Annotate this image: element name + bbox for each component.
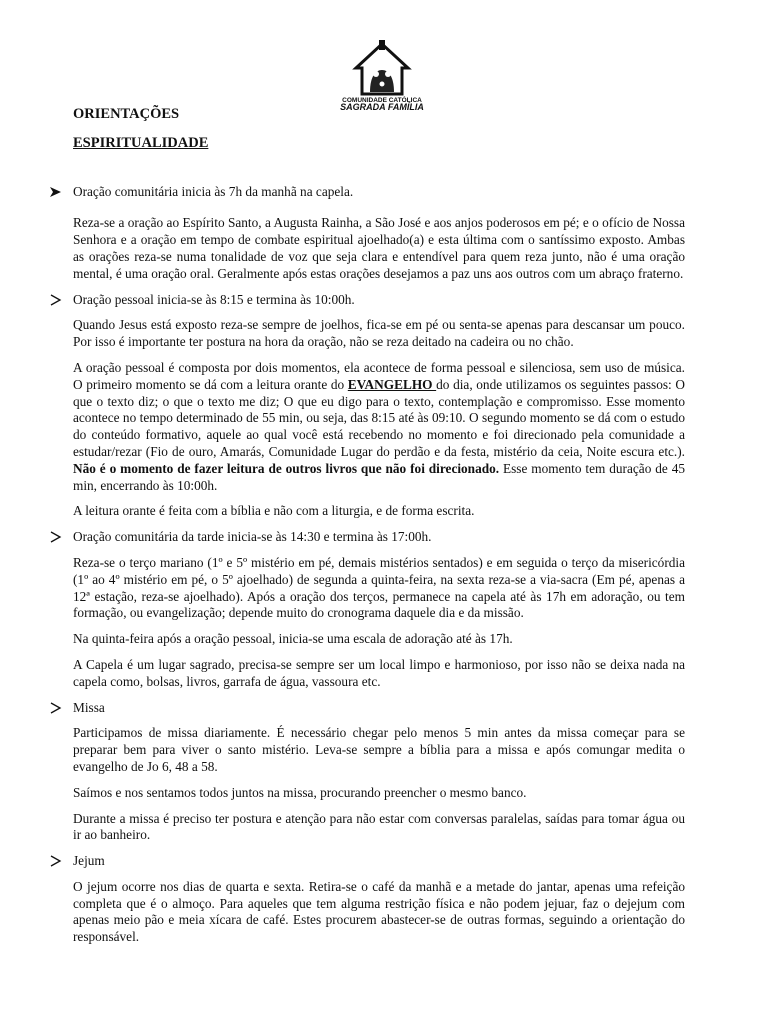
- list-item: [73, 853, 685, 870]
- arrowhead-bullet-icon: [49, 529, 63, 545]
- paragraph: Durante a missa é preciso ter postura e atenção para não estar com conversas paralelas, saídas para tomar água ou ir ao banheiro.: [73, 810, 685, 843]
- list-item: [73, 700, 685, 717]
- document-body: [73, 106, 685, 946]
- list-item: [73, 184, 685, 201]
- paragraph: [73, 360, 685, 494]
- paragraph: Reza-se a oração ao Espírito Santo, a Augusta Rainha, a São José e aos anjos poderosos em pé; e o ofício de Nossa Senhora e a oração em tempo de combate espiritual ajoelhado(a) e esta última com o santíssimo exposto. Ambas as orações reza-se numa tonalidade de voz que seja clara e entendível para quem reza junto, não é uma oração mental, é uma oração oral. Geralmente após estas orações desejamos a paz uns aos outros com um abraço fraterno.: [73, 215, 685, 281]
- paragraph: Quando Jesus está exposto reza-se sempre de joelhos, fica-se em pé ou senta-se apenas para descansar um pouco. Por isso é importante ter postura na hora da oração, não se reza deitado na cadeira ou no chão.: [73, 317, 685, 350]
- church-holy-family-icon: [356, 40, 408, 94]
- bullet-text: Oração pessoal inicia-se às 8:15 e termina às 10:00h.: [73, 291, 355, 307]
- paragraph: Saímos e nos sentamos todos juntos na missa, procurando preencher o mesmo banco.: [73, 784, 527, 800]
- section-title: ESPIRITUALIDADE: [73, 134, 209, 151]
- page-title: ORIENTAÇÕES: [73, 106, 180, 122]
- arrowhead-bullet-icon: [49, 292, 63, 308]
- logo-line2: SAGRADA FAMÍLIA: [340, 102, 424, 110]
- bold-warning: Não é o momento de fazer leitura de outros livros que não foi direcionado.: [73, 460, 500, 476]
- arrowhead-bullet-icon: [49, 853, 63, 869]
- paragraph-text: A oração pessoal é composta por dois momentos, ela acontece de forma pessoal e silenciosa, sem uso de música. O primeiro momento se dá com a leitura orante do: [73, 359, 685, 392]
- paragraph-text: do dia, onde utilizamos os seguintes passos: O que o texto diz; o que o texto me diz; O que eu digo para o texto, contemplação e compromisso. Esse momento acontece no tempo determinado de 55 min, ou seja, das 8:15 até às 09:10. O segundo momento se dá com o estudo do conteúdo formativo, aquele ao qual você está recebendo no momento e foi direcionado pela comunidade a estudar/rezar (Fio de ouro, Amarás, Comunidade Lugar do perdão e da festa, mistério da ceia, Noite escura etc.).: [73, 376, 685, 459]
- bullet-text: Oração comunitária inicia às 7h da manhã na capela.: [73, 183, 354, 199]
- paragraph: Participamos de missa diariamente. É necessário chegar pelo menos 5 min antes da missa começar para se preparar bem para viver o santo mistério. Leva-se sempre a bíblia para a missa e após comungar medita o evangelho de Jo 6, 48 a 58.: [73, 725, 685, 774]
- list-item: [73, 529, 685, 546]
- paragraph: Reza-se o terço mariano (1º e 5º mistério em pé, demais mistérios sentados) e em seguida o terço da misericórdia (1º ao 4º mistério em pé, o 5º ajoelhado) de segunda a quinta-feira, na sexta reza-se a via-sacra (Em pé, apenas a 12ª estação, reza-se ajoelhado). Após a oração dos terços, permanece na capela até às 17h em adoração, ou tem formação, ou evangelização; depende muito do cronograma daquele dia e da missão.: [73, 554, 685, 621]
- logo-line1: COMUNIDADE CATÓLICA: [342, 97, 422, 104]
- community-logo: [336, 40, 428, 110]
- bullet-text: Jejum: [73, 853, 105, 869]
- bullet-text: Missa: [73, 699, 105, 715]
- paragraph: O jejum ocorre nos dias de quarta e sexta. Retira-se o café da manhã e a metade do jantar, apenas uma refeição completa que é o almoço. Para aqueles que tem alguma restrição física e não podem jejuar, faz o dejejum com apenas meio pão e meia xícara de café. Estes procurem abastecer-se de outras formas, seguindo a orientação do responsável.: [73, 878, 685, 945]
- evangelho-emphasis: EVANGELHO: [347, 376, 437, 392]
- paragraph: A leitura orante é feita com a bíblia e não com a liturgia, e de forma escrita.: [73, 503, 475, 519]
- paragraph: Na quinta-feira após a oração pessoal, inicia-se uma escala de adoração até às 17h.: [73, 631, 513, 647]
- arrowhead-bullet-icon: [49, 184, 63, 200]
- bullet-text: Oração comunitária da tarde inicia-se às 14:30 e termina às 17:00h.: [73, 529, 432, 545]
- paragraph: A Capela é um lugar sagrado, precisa-se sempre ser um local limpo e harmonioso, por isso não se deixa nada na capela como, bolsas, livros, garrafa de água, vassoura etc.: [73, 656, 685, 689]
- list-item: [73, 292, 685, 309]
- arrowhead-bullet-icon: [49, 700, 63, 716]
- paragraph-text: Esse momento tem duração de 45 min, encerrando às 10:00h.: [73, 460, 685, 493]
